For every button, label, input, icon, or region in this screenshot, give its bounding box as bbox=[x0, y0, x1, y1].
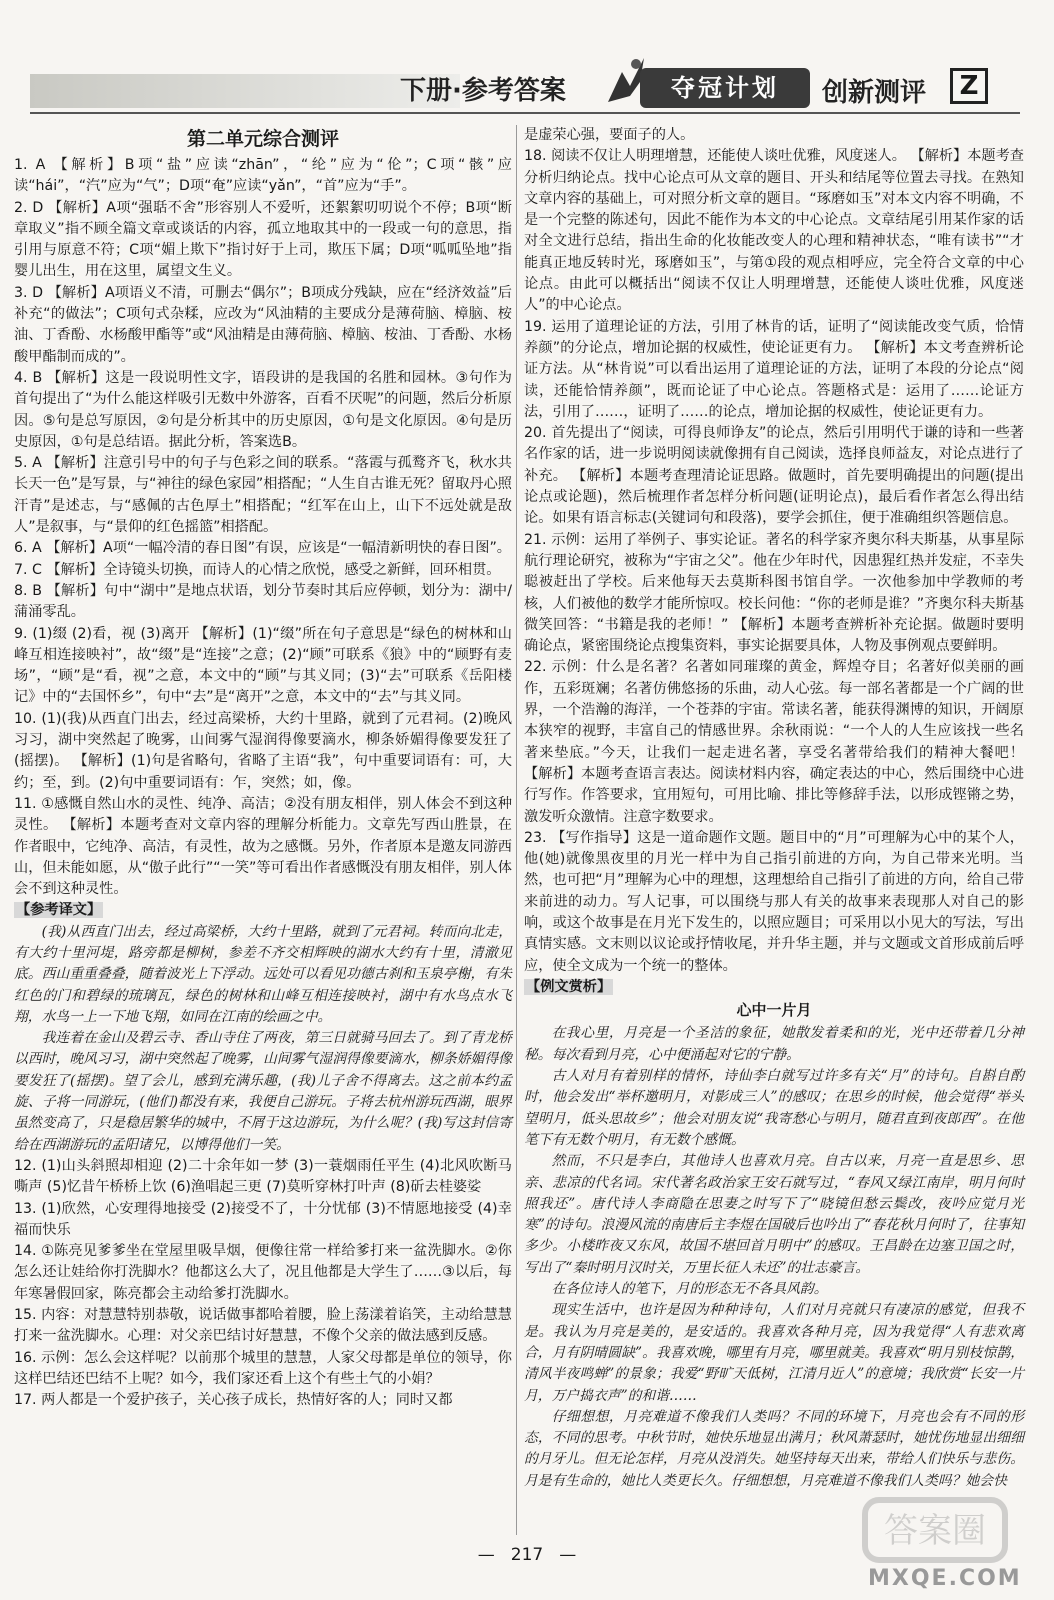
answer-item: 8. B 【解析】句中“湖中”是地点状语，划分节奏时其后应停顿，划分为：湖中/蒲涌零乱。 bbox=[14, 582, 512, 621]
essay-paragraph: 然而，不只是李白，其他诗人也喜欢月亮。自古以来，月亮一直是思乡、思亲、悲凉的代名词。宋代著名政治家王安石就写过，“春风又绿江南岸，明月何时照我还”。唐代诗人李商隐在思妻之时写下了“晓镜但愁云鬓改，夜吟应觉月光寒”的诗句。浪漫风流的南唐后主李煜在国破后也吟出了“春花秋月何时了，往事知多少。小楼昨夜又东风，故国不堪回首月明中”的感叹。王昌龄在边塞卫国之时，写出了“秦时明月汉时关，万里长征人未还”的壮志豪言。 bbox=[524, 1153, 1024, 1276]
answer-item: 18. 阅读不仅让人明理增慧，还能使人谈吐优雅，风度迷人。 【解析】本题考查分析归纳论点。找中心论点可从文章的题目、开头和结尾等位置去寻找。在熟知文章内容的基础上，可对照分析文章的题目。“琢磨如玉”对本文内容不明确，不是一个完整的陈述句，因此不能作为本文的中心论点。文章结尾引用某作家的话对全文进行总结，指出生命的化妆能改变人的心理和精神状态，“唯有读书”“才能真正地反转时光，琢磨如玉”，与第①段的观点相呼应，完全符合文章的中心论点。由此可以概括出“阅读不仅让人明理增慧，还能使人谈吐优雅，风度迷人”的中心论点。 bbox=[524, 148, 1024, 314]
answer-item: 11. ①感慨自然山水的灵性、纯净、高洁；②没有朋友相伴，别人体会不到这种灵性。 【解析】本题考查对文章内容的理解分析能力。文章先写西山胜景，在作者眼中，它纯净、高洁，有灵性，故为之感慨。另外，作者原本是邀友同游西山，但未能如愿，从“傲子此行”“一笑”等可看出作者感慨没有朋友相伴，别人体会不到这种灵性。 bbox=[14, 795, 512, 898]
section-title: 第二单元综合测评 bbox=[186, 128, 339, 150]
answer-item: 23. 【写作指导】这是一道命题作文题。题目中的“月”可理解为心中的某个人，他(她)就像黑夜里的月光一样中为自己指引前进的方向，为自己带来光明。当然，也可把“月”理解为心中的理想，这理想给自己指引了前进的方向，给自己带来前进的动力。写人记事，可以围绕与那人有关的故事来表现那人对自己的影响，或这个故事是在月光下发生的，以照应题目；可采用以小见大的写法，写出真情实感。文末则以议论或抒情收尾，并升华主题，并与文题或文首形成前后呼应，使全文成为一个统一的整体。 bbox=[524, 829, 1024, 974]
answer-item: 6. A 【解析】A项“一幅冷清的春日图”有误，应该是“一幅清新明快的春日图”。 bbox=[14, 540, 511, 557]
answer-item: 17. 两人都是一个爱护孩子，关心孩子成长，热情好客的人；同时又都 bbox=[14, 1392, 453, 1409]
essay-paragraph: 现实生活中，也许是因为种种诗句，人们对月亮就只有凄凉的感觉，但我不是。我认为月亮是美的，是安适的。我喜欢各种月亮，因为我觉得“人有悲欢离合，月有阴晴圆缺”。我喜欢晚，哪里有月亮，哪里就美。我喜欢“明月别枝惊鹊，清风半夜鸣蝉”的景象；我爱“野旷天低树，江清月近人”的意境；我欣赏“长安一片月，万户捣衣声”的和谐…… bbox=[524, 1302, 1024, 1404]
answer-item: 21. 示例：运用了举例子、事实论证。著名的科学家齐奥尔科夫斯基，从事星际航行理论研究，被称为“宇宙之父”。他在少年时代，因患猩红热并发症，不幸失聪被赶出了学校。后来他每天去莫斯科图书馆自学。一次他参加中学教师的考核，人们被他的数学才能所惊叹。校长问他：“你的老师是谁？”齐奥尔科夫斯基微笑回答：“书籍是我的老师！” 【解析】本题考查辨析补充论据。做题时要明确论点，紧密围绕论点搜集资料，事实论据要具体，人物及事例观点要鲜明。 bbox=[524, 531, 1024, 655]
essay-paragraph: 仔细想想，月亮难道不像我们人类吗？不同的环境下，月亮也会有不同的形态，不同的思考。中秋节时，她快乐地显出满月；秋风萧瑟时，她忧伤地显出细细的月牙儿。但无论怎样，月亮从没消失。她坚持每天出来，带给人们快乐与悲伤。月是有生命的，她比人类更长久。仔细想想，月亮难道不像我们人类吗？她会快 bbox=[524, 1408, 1024, 1489]
page-header bbox=[0, 0, 1054, 110]
answer-item: 13. (1)欣然，心安理得地接受 (2)接受不了，十分忧郁 (3)不情愿地接受 (4)幸福而快乐 bbox=[14, 1200, 512, 1238]
watermark-text: MXQE.COM bbox=[868, 1566, 1022, 1591]
right-column bbox=[524, 125, 1024, 1492]
answer-item: 5. A 【解析】注意引号中的句子与色彩之间的联系。“落霞与孤鹜齐飞，秋水共长天一色”是写景，与“神往的绿色家园”相搭配；“人生自古谁无死？留取丹心照汗青”是述志，与“感佩的古色厚土”相搭配；“红军在山上，山下不远处就是敌人”是叙事，与“景仰的红色摇篮”相搭配。 bbox=[14, 455, 512, 536]
essay-title: 心中一片月 bbox=[736, 1001, 812, 1020]
translation-paragraph: 我连着在金山及碧云寺、香山寺住了两夜，第三日就骑马回去了。到了青龙桥以西时，晚风习习，湖中突然起了晚雾，山间雾气湿润得像要滴水，柳条娇媚得像要发狂了(摇摆)。望了会儿，感到充满乐趣，(我)儿子舍不得离去。这之前本约孟旋、子将一同游玩，(他们)都没有来，我便自己游玩。子将去杭州游玩西湖，眼界虽然变高了，只是稳居繁华的城中，不屑于这边游玩，为什么呢？(我)写这封信寄给在西湖游玩的孟阳诸兄，以博得他们一笑。 bbox=[14, 1030, 512, 1153]
left-column bbox=[14, 125, 512, 1412]
header-rule bbox=[30, 112, 1020, 114]
answer-item: 3. D 【解析】A项语义不清，可删去“偶尔”；B项成分残缺，应在“经济效益”后补充“的做法”；C项句式杂糅，应改为“风油精的主要成分是薄荷脑、樟脑、桉油、丁香酚、水杨酸甲酯等”或“风油精是由薄荷脑、樟脑、桉油、丁香酚、水杨酸甲酯制而成的”。 bbox=[14, 284, 512, 365]
answer-item: 15. 内容：对慧慧特别恭敬，说话做事都哈着腰，脸上荡漾着谄笑，主动给慧慧打来一盆洗脚水。心理：对父亲巴结讨好慧慧，不像个父亲的做法感到反感。 bbox=[14, 1307, 512, 1345]
brand-subtitle: 创新测评 bbox=[822, 78, 927, 108]
answer-item: 10. (1)(我)从西直门出去，经过高梁桥，大约十里路，就到了元君祠。(2)晚风习习，湖中突然起了晚雾，山间雾气湿润得像要滴水，柳条娇媚得像要发狂了(摇摆)。 【解析】(1)句是省略句，省略了主语“我”，句中重要词语有：可，大约；至，到。(2)句中重要词语有：乍，突然；如，像。 bbox=[14, 710, 512, 791]
answer-item: 1. A 【解析】B项“盐”应读“zhān”，“纶”应为“伦”；C项“骸”应读“hái”，“汽”应为“气”；D项“奄”应读“yǎn”，“首”应为“手”。 bbox=[14, 157, 512, 195]
essay-paragraph: 在各位诗人的笔下，月的形态无不各具风韵。 bbox=[551, 1281, 828, 1298]
column-divider bbox=[516, 125, 517, 1535]
header-title: 下册·参考答案 bbox=[400, 76, 566, 106]
essay-label: 【例文赏析】 bbox=[526, 978, 612, 995]
answer-item: 9. (1)缀 (2)看，视 (3)离开 【解析】(1)“缀”所在句子意思是“绿色的树林和山峰互相连接映衬”，故“缀”是“连接”之意；(2)“顾”可联系《狼》中的“顾野有麦场”，“顾”是“看，视”之意，本文中的“顾”与其义同；(3)“去”可联系《岳阳楼记》中的“去国怀乡”，句中“去”是“离开”之意，本文中的“去”与其义同。 bbox=[14, 625, 512, 706]
brand-name: 夺冠计划 bbox=[640, 68, 810, 108]
answer-item: 12. (1)山头斜照却相迎 (2)二十余年如一梦 (3)一蓑烟雨任平生 (4)北风吹断马嘶声 (5)忆昔午桥桥上饮 (6)渔唱起三更 (7)莫听穿林打叶声 (8)斫去桂婆娑 bbox=[14, 1157, 512, 1196]
header-decor-band bbox=[30, 74, 460, 108]
essay-paragraph: 古人对月有着别样的情怀，诗仙李白就写过许多有关“月”的诗句。自斟自酌时，他会发出“举杯邀明月，对影成三人”的感叹；在思乡的时候，他会觉得“举头望明月，低头思故乡”；他会对朋友说“我寄愁心与明月，随君直到夜郎西”。在他笔下有无数个明月，有无数个感慨。 bbox=[524, 1068, 1024, 1148]
answer-item: 4. B 【解析】这是一段说明性文字，语段讲的是我国的名胜和园林。③句作为首句提出了“为什么能这样吸引无数中外游客，百看不厌呢”的问题，然后分析原因。⑤句是总写原因，②句是分析其中的历史原因，①句是文化原因。④句是历史原因，①句是总结语。据此分析，答案选B。 bbox=[14, 369, 512, 450]
page-number: 217 bbox=[510, 1545, 544, 1565]
essay-paragraph: 在我心里，月亮是一个圣洁的象征，她散发着柔和的光，光中还带着几分神秘。每次看到月亮，心中便涌起对它的宁静。 bbox=[524, 1025, 1024, 1063]
translation-paragraph: (我)从西直门出去，经过高梁桥，大约十里路，就到了元君祠。转而向北走，有大约十里河堤，路旁都是柳树，参差不齐交相辉映的湖水大约有十里，清澈见底。西山重重叠叠，随着波光上下浮动。远处可以看见功德古刹和玉泉亭榭，有朱红色的门和碧绿的琉璃瓦，绿色的树林和山峰互相连接映衬，湖中有水鸟点水飞翔，水鸟一上一下地飞翔，如同在江南的绘画之中。 bbox=[14, 923, 512, 1025]
answer-item: 7. C 【解析】全诗镜头切换，而诗人的心情之欣悦，感受之新鲜，回环相贯。 bbox=[14, 561, 501, 578]
translation-label: 【参考译文】 bbox=[16, 902, 102, 919]
answer-item: 16. 示例：怎么会这样呢？以前那个城里的慧慧，人家父母都是单位的领导，你这样巴结还巴结不上呢？如今，我们家还看上这个有些土气的小娟？ bbox=[14, 1349, 512, 1387]
answer-item: 2. D 【解析】A项“强聒不舍”形容别人不爱听，还絮絮叨叨说个不停；B项“断章取义”指不顾全篇文章或谈话的内容，孤立地取其中的一段或一句的意思，指引用与原意不符；C项“媚上欺下”指讨好于上司，欺压下属；D项“呱呱坠地”指婴儿出生，用在这里，属望文生义。 bbox=[14, 199, 512, 280]
answer-item: 22. 示例：什么是名著？名著如同璀璨的黄金，辉煌夺目；名著好似美丽的画作，五彩斑斓；名著仿佛悠扬的乐曲，动人心弦。每一部名著都是一个广阔的世界，一个浩瀚的海洋，一个苍莽的宇宙。常读名著，能获得渊博的知识，开阔原本狭窄的视野，丰富自己的情感世界。余秋雨说：“一个人的人生应该找一些名著来垫底。”今天，让我们一起走进名著，享受名著带给我们的精神大餐吧！ 【解析】本题考查语言表达。阅读材料内容，确定表达的中心，然后围绕中心进行写作。作答要求，宜用短句，可用比喻、排比等修辞手法，以形成铿锵之势，激发听众激情。注意字数要求。 bbox=[524, 659, 1024, 825]
svg-text:答案圈: 答案圈 bbox=[884, 1511, 986, 1551]
answer-item: 20. 首先提出了“阅读，可得良师诤友”的论点，然后引用明代于谦的诗和一些著名作家的话，进一步说明阅读就像拥有自己阅读，选择良师益友，对论点进行了补充。 【解析】本题考查理清论证思路。做题时，首先要明确提出的问题(提出论点或论题)，然后梳理作者怎样分析问题(证明论点)，最后看作者怎么得出结论。如果有语言标志(关键词句和段落)，要学会抓住，便于准确组织答题信息。 bbox=[524, 425, 1024, 527]
answer-item: 是虚荣心强，要面子的人。 bbox=[524, 127, 695, 143]
page-footer: — 217 — bbox=[477, 1545, 577, 1565]
answer-item: 14. ①陈亮见爹爹坐在堂屋里吸旱烟，便像往常一样给爹打来一盆洗脚水。②你怎么还让娃给你打洗脚水？他都这么大了，况且他都是大学生了……③以后，每年寒暑假回家，陈亮都会主动给爹打洗脚水。 bbox=[14, 1243, 512, 1302]
answer-item: 19. 运用了道理论证的方法，引用了林肯的话，证明了“阅读能改变气质，恰情养颜”的分论点，增加论据的权威性，使论证更有力。 【解析】本文考查辨析论证方法。从“林肯说”可以看出运用了道理论证的方法，证明了本段的分论点“阅读，还能恰情养颜”，既而论证了中心论点。答题格式是：运用了……论证方法，引用了……，证明了……的论点，增加论据的权威性，使论证更有力。 bbox=[524, 318, 1024, 420]
brand-mark: Z bbox=[950, 68, 988, 104]
